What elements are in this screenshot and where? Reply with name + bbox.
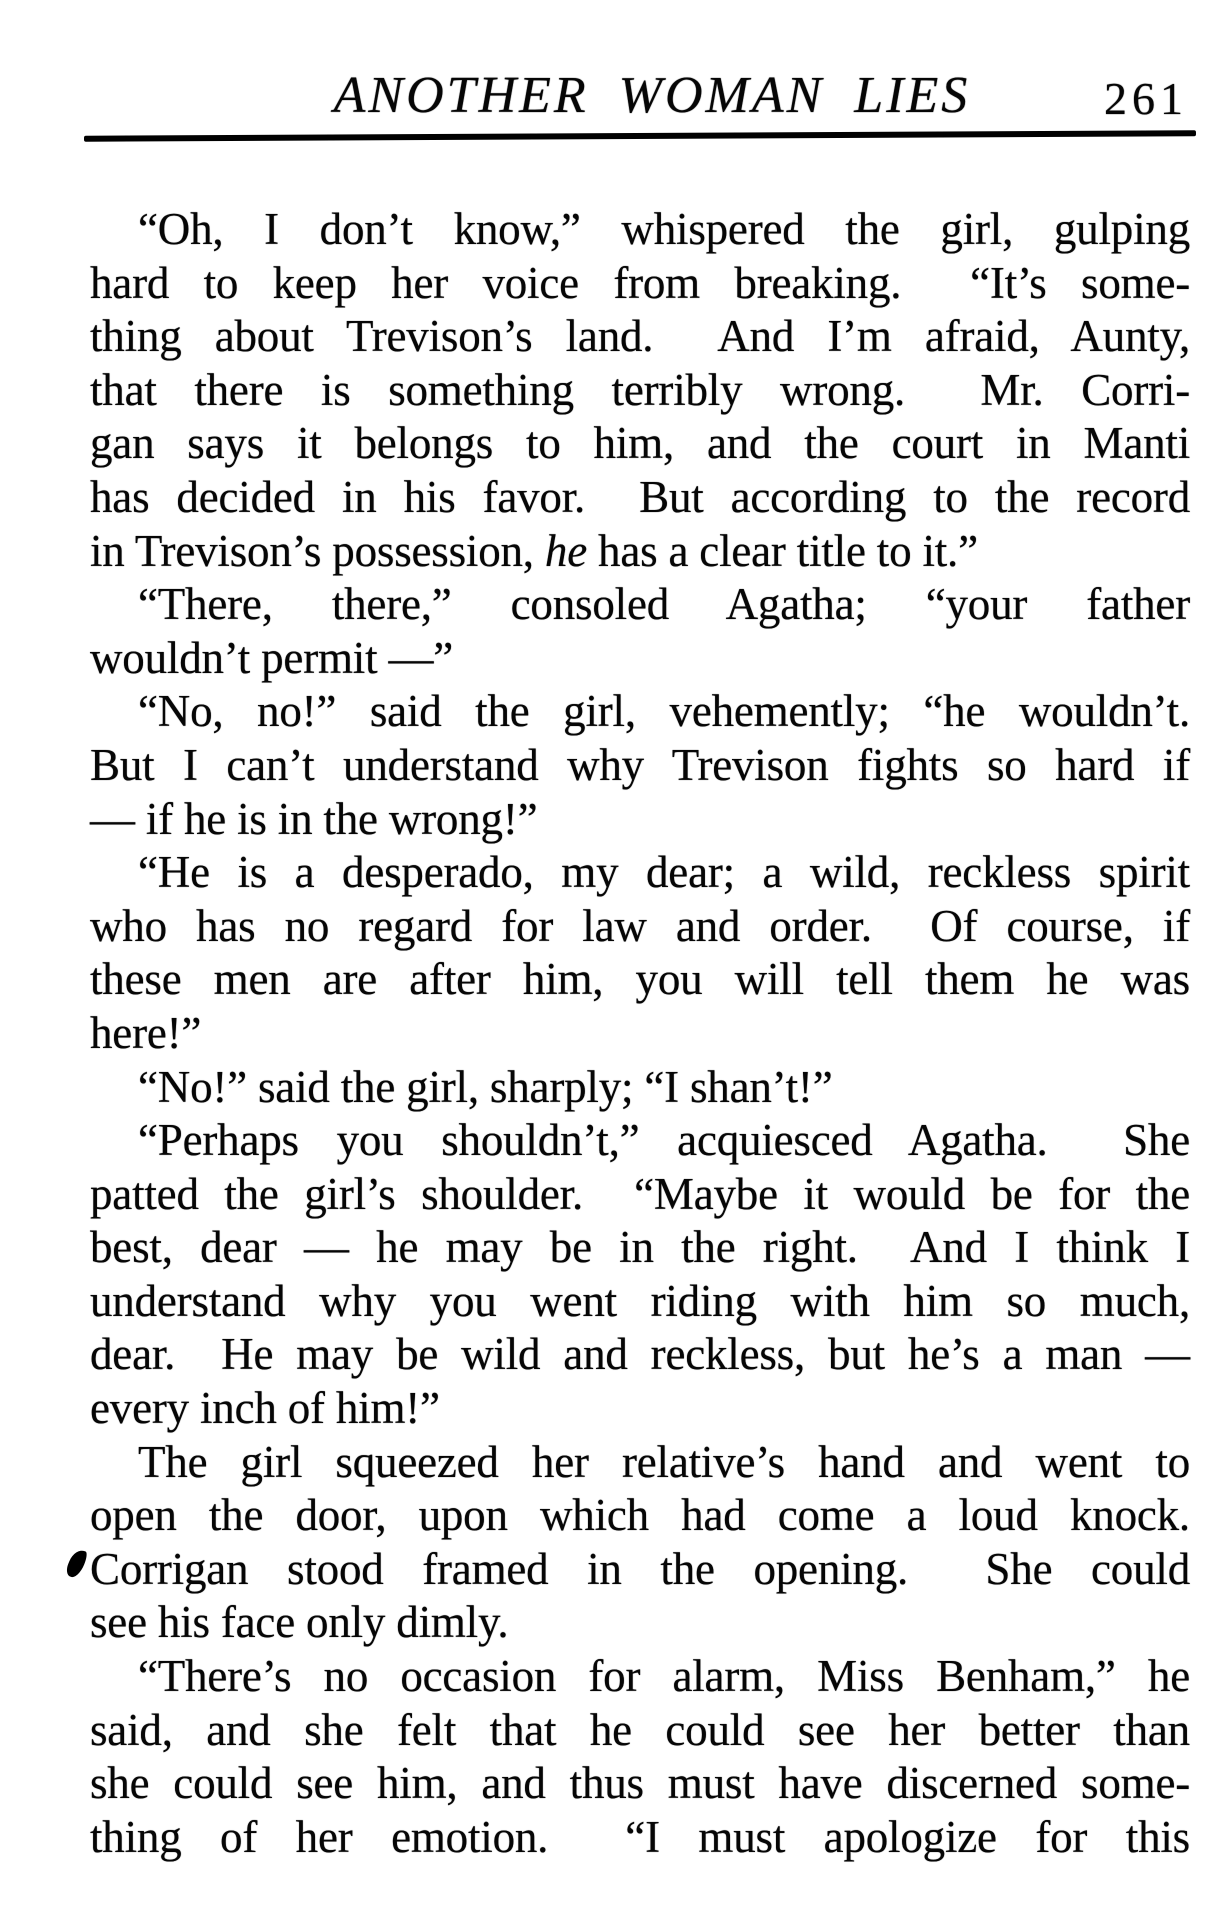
text-segment: “Oh, I don’t know,” whispered the girl, gulping	[138, 204, 1190, 254]
paragraph	[90, 1436, 1190, 1650]
paragraph	[90, 203, 1190, 578]
text-line	[90, 1328, 1190, 1382]
text-segment: “Perhaps you shouldn’t,” acquiesced Agatha. She	[138, 1115, 1190, 1166]
text-segment: — if he is in the wrong!”	[90, 793, 538, 844]
text-line	[90, 1436, 1190, 1490]
text-segment: “He is a desperado, my dear; a wild, reckless spirit	[138, 847, 1190, 898]
paragraph	[90, 578, 1190, 685]
text-line	[90, 900, 1190, 954]
text-segment: “No!” said the girl, sharply; “I shan’t!”	[138, 1061, 833, 1112]
paragraph	[90, 685, 1190, 846]
text-line	[90, 1650, 1190, 1704]
text-segment: Corrigan stood framed in the opening. She could	[90, 1543, 1190, 1594]
text-line	[90, 1221, 1190, 1275]
page-number: 261	[1104, 73, 1188, 124]
text-line	[90, 1489, 1190, 1543]
paragraph	[90, 846, 1190, 1060]
paragraph	[90, 1061, 1190, 1115]
text-line	[90, 471, 1190, 525]
text-line	[90, 793, 1190, 847]
text-segment: in Trevison’s possession,	[90, 525, 545, 576]
text-line	[90, 203, 1190, 257]
text-line	[90, 1275, 1190, 1329]
text-segment: who has no regard for law and order. Of course, if	[90, 900, 1190, 951]
text-line	[90, 578, 1190, 632]
text-segment: The girl squeezed her relative’s hand and went to	[138, 1436, 1190, 1487]
text-line	[90, 846, 1190, 900]
text-line	[90, 417, 1190, 471]
text-line	[90, 739, 1190, 793]
text-segment: But I can’t understand why Trevison fights so hard if	[90, 739, 1190, 790]
text-line	[90, 310, 1190, 364]
text-segment: she could see him, and thus must have discerned some-	[90, 1758, 1190, 1809]
text-line	[90, 1061, 1190, 1115]
text-segment: “There’s no occasion for alarm, Miss Benham,” he	[138, 1651, 1190, 1702]
text-segment: thing about Trevison’s land. And I’m afraid, Aunty,	[90, 311, 1190, 362]
ink-blot-mark	[64, 1547, 89, 1580]
header-rule	[84, 130, 1196, 141]
text-segment: gan says it belongs to him, and the court in Manti	[90, 418, 1190, 469]
text-line	[90, 257, 1190, 311]
text-segment: patted the girl’s shoulder. “Maybe it would be for the	[90, 1168, 1190, 1219]
text-line	[90, 685, 1190, 739]
text-segment: hard to keep her voice from breaking. “It’s some-	[90, 257, 1190, 308]
text-line	[90, 953, 1190, 1007]
text-segment: open the door, upon which had come a loud knock.	[90, 1490, 1190, 1541]
text-segment: said, and she felt that he could see her better than	[90, 1704, 1190, 1755]
running-title: ANOTHER WOMAN LIES	[333, 67, 971, 124]
text-segment: these men are after him, you will tell them he was	[90, 954, 1190, 1005]
text-segment: has decided in his favor. But according to the record	[90, 471, 1190, 522]
text-segment: “There, there,” consoled Agatha; “your father	[138, 579, 1190, 630]
text-segment: “No, no!” said the girl, vehemently; “he wouldn’t.	[138, 686, 1190, 737]
text-segment: see his face only dimly.	[90, 1597, 509, 1648]
text-segment: best, dear — he may be in the right. And I think I	[90, 1222, 1190, 1273]
text-segment: thing of her emotion. “I must apologize for this	[90, 1811, 1190, 1862]
text-line	[90, 1543, 1190, 1597]
text-segment: wouldn’t permit —”	[90, 632, 454, 683]
text-line	[90, 632, 1190, 686]
text-line	[90, 1757, 1190, 1811]
text-line	[90, 1007, 1190, 1061]
text-segment: that there is something terribly wrong. Mr. Corri-	[90, 364, 1190, 415]
text-segment: has a clear title to it.”	[587, 525, 978, 576]
text-segment: here!”	[90, 1007, 202, 1058]
text-line	[90, 1168, 1190, 1222]
text-line	[90, 1811, 1190, 1865]
paragraph	[90, 1650, 1190, 1864]
text-segment: dear. He may be wild and reckless, but he’s a man —	[90, 1329, 1190, 1380]
text-line	[90, 525, 1190, 579]
text-line	[90, 364, 1190, 418]
text-segment: understand why you went riding with him so much,	[90, 1275, 1190, 1326]
paragraph	[90, 1114, 1190, 1436]
text-segment: every inch of him!”	[90, 1383, 440, 1434]
body-text	[90, 203, 1190, 1864]
text-line	[90, 1704, 1190, 1758]
text-line	[90, 1382, 1190, 1436]
text-line	[90, 1596, 1190, 1650]
text-line	[90, 1114, 1190, 1168]
italic-text-segment: he	[544, 525, 587, 576]
